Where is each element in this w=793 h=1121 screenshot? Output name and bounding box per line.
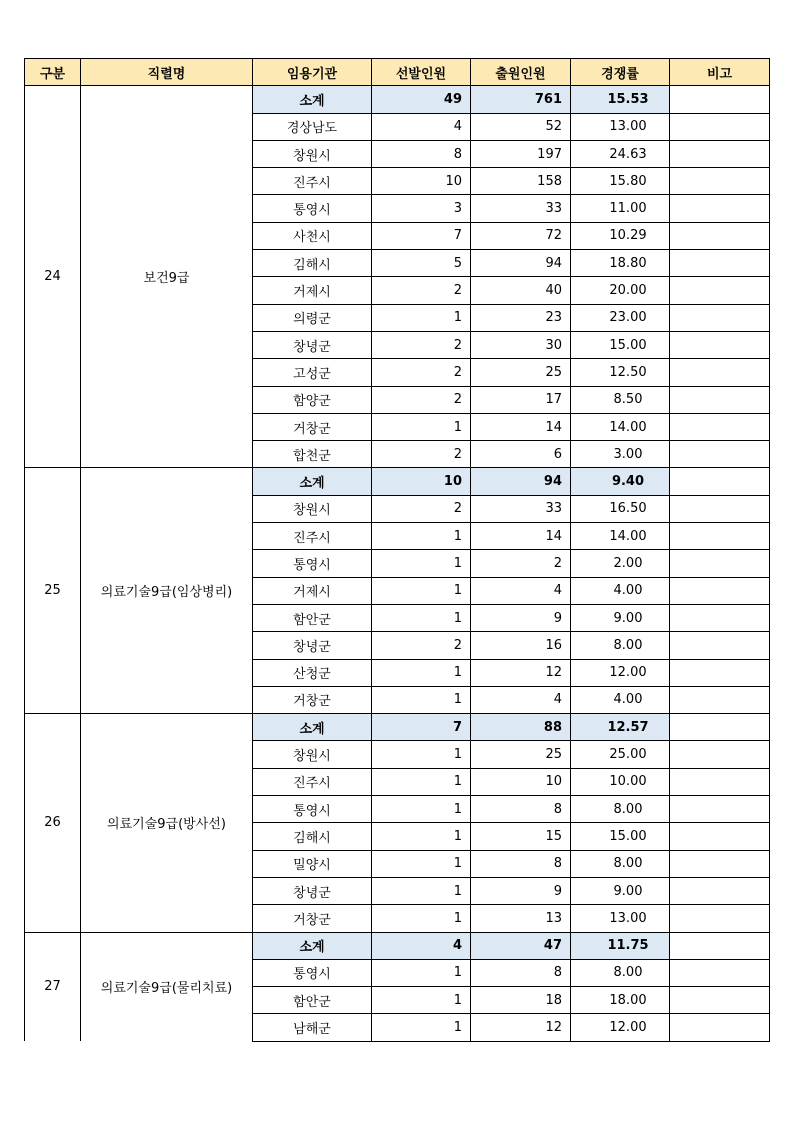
applicant-count-cell: 33	[471, 495, 571, 522]
competition-rate-cell: 11.00	[571, 195, 670, 222]
competition-rate-cell: 15.00	[571, 823, 670, 850]
selected-count-cell: 1	[372, 413, 471, 440]
agency-cell: 의령군	[253, 304, 372, 331]
selected-count-cell: 1	[372, 659, 471, 686]
agency-cell: 남해군	[253, 1014, 372, 1041]
remarks-cell	[670, 441, 770, 468]
selected-count-cell: 2	[372, 386, 471, 413]
remarks-cell	[670, 222, 770, 249]
applicant-count-cell: 52	[471, 113, 571, 140]
competition-rate-cell: 8.00	[571, 850, 670, 877]
header-applicants: 출원인원	[471, 59, 571, 86]
agency-cell: 사천시	[253, 222, 372, 249]
agency-cell: 산청군	[253, 659, 372, 686]
competition-rate-cell: 16.50	[571, 495, 670, 522]
header-category: 구분	[25, 59, 81, 86]
header-remarks: 비고	[670, 59, 770, 86]
applicant-count-cell: 158	[471, 168, 571, 195]
remarks-cell	[670, 632, 770, 659]
agency-cell: 통영시	[253, 195, 372, 222]
agency-cell: 진주시	[253, 523, 372, 550]
applicant-count-cell: 94	[471, 468, 571, 495]
competition-rate-cell: 8.00	[571, 959, 670, 986]
remarks-cell	[670, 905, 770, 932]
competition-rate-cell: 13.00	[571, 113, 670, 140]
selected-count-cell: 5	[372, 250, 471, 277]
competition-rate-cell: 15.00	[571, 331, 670, 358]
applicant-count-cell: 15	[471, 823, 571, 850]
agency-cell: 밀양시	[253, 850, 372, 877]
applicant-count-cell: 197	[471, 140, 571, 167]
agency-cell: 창녕군	[253, 632, 372, 659]
remarks-cell	[670, 331, 770, 358]
competition-rate-cell: 25.00	[571, 741, 670, 768]
selected-count-cell: 2	[372, 495, 471, 522]
applicant-count-cell: 47	[471, 932, 571, 959]
remarks-cell	[670, 714, 770, 741]
remarks-cell	[670, 741, 770, 768]
applicant-count-cell: 8	[471, 850, 571, 877]
applicant-count-cell: 14	[471, 523, 571, 550]
competition-rate-cell: 13.00	[571, 905, 670, 932]
agency-cell: 통영시	[253, 959, 372, 986]
remarks-cell	[670, 277, 770, 304]
selected-count-cell: 3	[372, 195, 471, 222]
applicant-count-cell: 6	[471, 441, 571, 468]
competition-rate-cell: 12.50	[571, 359, 670, 386]
selected-count-cell: 49	[372, 86, 471, 113]
competition-rate-cell: 4.00	[571, 577, 670, 604]
remarks-cell	[670, 932, 770, 959]
remarks-cell	[670, 86, 770, 113]
remarks-cell	[670, 877, 770, 904]
agency-cell: 창원시	[253, 741, 372, 768]
applicant-count-cell: 30	[471, 331, 571, 358]
applicant-count-cell: 18	[471, 987, 571, 1014]
remarks-cell	[670, 468, 770, 495]
remarks-cell	[670, 959, 770, 986]
applicant-count-cell: 40	[471, 277, 571, 304]
selected-count-cell: 2	[372, 331, 471, 358]
header-competition-rate: 경쟁률	[571, 59, 670, 86]
applicant-count-cell: 12	[471, 1014, 571, 1041]
selected-count-cell: 10	[372, 168, 471, 195]
competition-rate-cell: 12.00	[571, 1014, 670, 1041]
selected-count-cell: 1	[372, 686, 471, 713]
competition-rate-cell: 9.00	[571, 877, 670, 904]
group-number: 25	[25, 468, 81, 714]
subtotal-row	[25, 714, 770, 741]
applicant-count-cell: 8	[471, 959, 571, 986]
competition-rate-cell: 15.53	[571, 86, 670, 113]
group-24	[25, 86, 770, 468]
selected-count-cell: 4	[372, 113, 471, 140]
selected-count-cell: 1	[372, 550, 471, 577]
agency-cell: 창원시	[253, 495, 372, 522]
job-series-name: 의료기술9급(물리치료)	[81, 932, 253, 1041]
agency-cell: 소계	[253, 468, 372, 495]
competition-rate-cell: 12.00	[571, 659, 670, 686]
selected-count-cell: 1	[372, 850, 471, 877]
competition-rate-cell: 12.57	[571, 714, 670, 741]
selected-count-cell: 1	[372, 823, 471, 850]
header-agency: 임용기관	[253, 59, 372, 86]
remarks-cell	[670, 413, 770, 440]
selected-count-cell: 1	[372, 604, 471, 631]
remarks-cell	[670, 1014, 770, 1041]
agency-cell: 소계	[253, 932, 372, 959]
agency-cell: 진주시	[253, 768, 372, 795]
selected-count-cell: 2	[372, 632, 471, 659]
group-number: 24	[25, 86, 81, 468]
agency-cell: 창녕군	[253, 877, 372, 904]
remarks-cell	[670, 850, 770, 877]
selected-count-cell: 1	[372, 523, 471, 550]
applicant-count-cell: 33	[471, 195, 571, 222]
applicant-count-cell: 72	[471, 222, 571, 249]
group-number: 27	[25, 932, 81, 1041]
applicant-count-cell: 16	[471, 632, 571, 659]
competition-rate-cell: 24.63	[571, 140, 670, 167]
competition-rate-cell: 23.00	[571, 304, 670, 331]
competition-rate-cell: 10.00	[571, 768, 670, 795]
competition-rate-cell: 3.00	[571, 441, 670, 468]
applicant-count-cell: 25	[471, 359, 571, 386]
header-job-series: 직렬명	[81, 59, 253, 86]
competition-rate-cell: 9.00	[571, 604, 670, 631]
applicant-count-cell: 2	[471, 550, 571, 577]
agency-cell: 소계	[253, 714, 372, 741]
competition-rate-cell: 14.00	[571, 413, 670, 440]
subtotal-row	[25, 86, 770, 113]
competition-rate-cell: 14.00	[571, 523, 670, 550]
selected-count-cell: 2	[372, 441, 471, 468]
competition-rate-cell: 15.80	[571, 168, 670, 195]
agency-cell: 김해시	[253, 250, 372, 277]
competition-rate-cell: 10.29	[571, 222, 670, 249]
selected-count-cell: 1	[372, 987, 471, 1014]
applicant-count-cell: 12	[471, 659, 571, 686]
remarks-cell	[670, 659, 770, 686]
agency-cell: 함안군	[253, 604, 372, 631]
agency-cell: 진주시	[253, 168, 372, 195]
applicant-count-cell: 17	[471, 386, 571, 413]
agency-cell: 거창군	[253, 905, 372, 932]
applicant-count-cell: 8	[471, 796, 571, 823]
applicant-count-cell: 13	[471, 905, 571, 932]
remarks-cell	[670, 195, 770, 222]
applicant-count-cell: 94	[471, 250, 571, 277]
applicant-count-cell: 25	[471, 741, 571, 768]
remarks-cell	[670, 987, 770, 1014]
applicant-count-cell: 4	[471, 686, 571, 713]
remarks-cell	[670, 495, 770, 522]
remarks-cell	[670, 386, 770, 413]
applicant-count-cell: 9	[471, 877, 571, 904]
table-header	[25, 59, 770, 86]
selected-count-cell: 1	[372, 577, 471, 604]
agency-cell: 거제시	[253, 577, 372, 604]
competition-rate-cell: 18.00	[571, 987, 670, 1014]
agency-cell: 함양군	[253, 386, 372, 413]
agency-cell: 거창군	[253, 686, 372, 713]
selected-count-cell: 1	[372, 877, 471, 904]
competition-rate-cell: 11.75	[571, 932, 670, 959]
applicant-count-cell: 9	[471, 604, 571, 631]
applicant-count-cell: 23	[471, 304, 571, 331]
competition-rate-cell: 8.00	[571, 796, 670, 823]
selected-count-cell: 7	[372, 714, 471, 741]
remarks-cell	[670, 359, 770, 386]
agency-cell: 김해시	[253, 823, 372, 850]
selected-count-cell: 1	[372, 768, 471, 795]
subtotal-row	[25, 468, 770, 495]
group-27	[25, 932, 770, 1041]
job-series-name: 의료기술9급(방사선)	[81, 714, 253, 932]
selected-count-cell: 4	[372, 932, 471, 959]
remarks-cell	[670, 796, 770, 823]
selected-count-cell: 2	[372, 277, 471, 304]
remarks-cell	[670, 113, 770, 140]
competition-rate-cell: 9.40	[571, 468, 670, 495]
selected-count-cell: 10	[372, 468, 471, 495]
agency-cell: 합천군	[253, 441, 372, 468]
agency-cell: 소계	[253, 86, 372, 113]
agency-cell: 고성군	[253, 359, 372, 386]
agency-cell: 통영시	[253, 796, 372, 823]
remarks-cell	[670, 140, 770, 167]
agency-cell: 거창군	[253, 413, 372, 440]
remarks-cell	[670, 250, 770, 277]
selected-count-cell: 2	[372, 359, 471, 386]
competition-rate-cell: 8.50	[571, 386, 670, 413]
remarks-cell	[670, 577, 770, 604]
remarks-cell	[670, 686, 770, 713]
header-selected: 선발인원	[372, 59, 471, 86]
applicant-count-cell: 4	[471, 577, 571, 604]
remarks-cell	[670, 168, 770, 195]
header-row	[25, 59, 770, 86]
agency-cell: 함안군	[253, 987, 372, 1014]
remarks-cell	[670, 768, 770, 795]
recruitment-table	[24, 58, 770, 1042]
applicant-count-cell: 10	[471, 768, 571, 795]
selected-count-cell: 1	[372, 1014, 471, 1041]
remarks-cell	[670, 523, 770, 550]
selected-count-cell: 1	[372, 304, 471, 331]
competition-rate-cell: 18.80	[571, 250, 670, 277]
job-series-name: 의료기술9급(임상병리)	[81, 468, 253, 714]
selected-count-cell: 1	[372, 959, 471, 986]
agency-cell: 거제시	[253, 277, 372, 304]
remarks-cell	[670, 823, 770, 850]
applicant-count-cell: 88	[471, 714, 571, 741]
competition-rate-cell: 20.00	[571, 277, 670, 304]
selected-count-cell: 7	[372, 222, 471, 249]
competition-rate-cell: 4.00	[571, 686, 670, 713]
applicant-count-cell: 761	[471, 86, 571, 113]
agency-cell: 창녕군	[253, 331, 372, 358]
competition-rate-cell: 2.00	[571, 550, 670, 577]
selected-count-cell: 8	[372, 140, 471, 167]
agency-cell: 창원시	[253, 140, 372, 167]
group-25	[25, 468, 770, 714]
group-26	[25, 714, 770, 932]
selected-count-cell: 1	[372, 741, 471, 768]
selected-count-cell: 1	[372, 796, 471, 823]
applicant-count-cell: 14	[471, 413, 571, 440]
group-number: 26	[25, 714, 81, 932]
agency-cell: 경상남도	[253, 113, 372, 140]
subtotal-row	[25, 932, 770, 959]
remarks-cell	[670, 604, 770, 631]
selected-count-cell: 1	[372, 905, 471, 932]
remarks-cell	[670, 304, 770, 331]
competition-rate-cell: 8.00	[571, 632, 670, 659]
remarks-cell	[670, 550, 770, 577]
job-series-name: 보건9급	[81, 86, 253, 468]
agency-cell: 통영시	[253, 550, 372, 577]
